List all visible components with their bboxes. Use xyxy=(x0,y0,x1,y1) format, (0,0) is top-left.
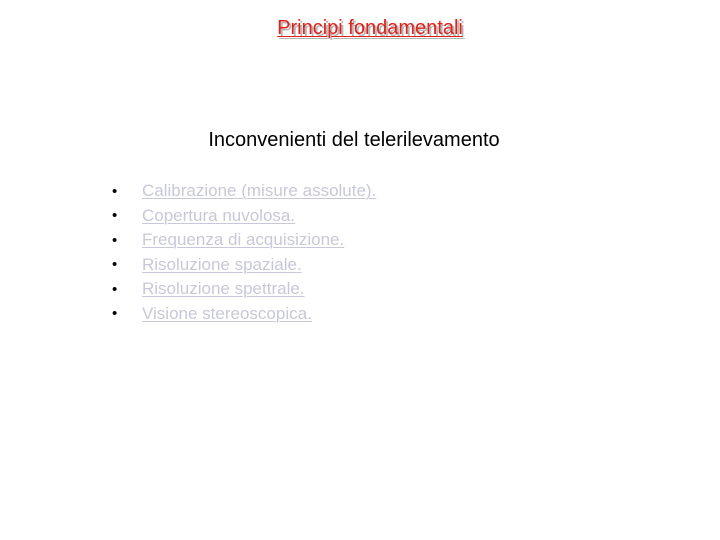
link-visione-stereoscopica[interactable]: Visione stereoscopica. xyxy=(142,303,312,323)
bullet-icon: • xyxy=(112,305,118,323)
bullet-list xyxy=(112,179,376,326)
list-item xyxy=(112,204,376,229)
list-item xyxy=(112,277,376,302)
bullet-icon: • xyxy=(112,280,118,298)
link-risoluzione-spaziale[interactable]: Risoluzione spaziale. xyxy=(142,254,302,274)
list-item xyxy=(112,253,376,278)
link-calibrazione[interactable]: Calibrazione (misure assolute). xyxy=(142,181,377,201)
link-copertura-nuvolosa[interactable]: Copertura nuvolosa. xyxy=(142,205,296,225)
bullet-icon: • xyxy=(112,256,118,274)
list-item xyxy=(112,302,376,327)
list-item xyxy=(112,179,376,204)
bullet-icon: • xyxy=(112,207,118,225)
bullet-icon: • xyxy=(112,231,118,249)
link-risoluzione-spettrale[interactable]: Risoluzione spettrale. xyxy=(142,279,305,299)
slide-title: Principi fondamentali xyxy=(277,17,463,39)
list-item xyxy=(112,228,376,253)
bullet-icon: • xyxy=(112,182,118,200)
link-frequenza-acquisizione[interactable]: Frequenza di acquisizione. xyxy=(142,230,345,250)
slide-subtitle: Inconvenienti del telerilevamento xyxy=(208,129,500,151)
